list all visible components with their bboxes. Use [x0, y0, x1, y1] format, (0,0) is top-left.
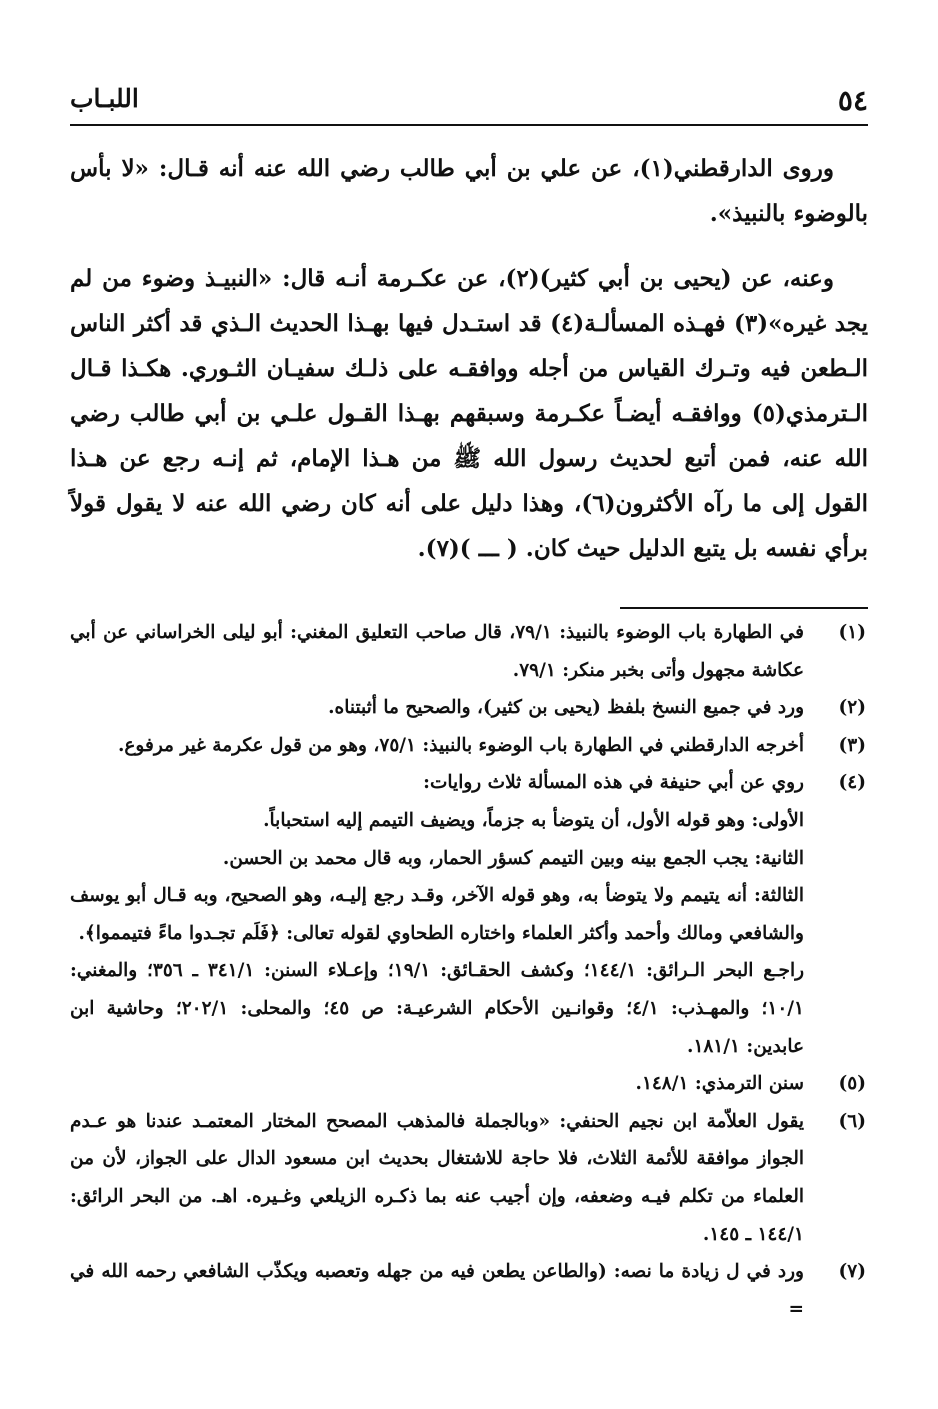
footnote: [70, 689, 866, 727]
footnote-text: روي عن أبي حنيفة في هذه المسألة ثلاث روايات:: [423, 772, 804, 794]
footnote-number: (٦): [838, 1110, 866, 1132]
footnote: [70, 727, 866, 765]
footnote: [70, 1103, 866, 1253]
footnote-text: ورد في جميع النسخ بلفظ (يحيى بن كثير)، والصحيح ما أثبتناه.: [328, 697, 804, 719]
running-title: اللبـاب: [70, 84, 139, 113]
footnote: [70, 614, 866, 689]
footnote-text: يقول العلاّمة ابن نجيم الحنفي: «وبالجملة فالمذهب المصحح المختار المعتمـد عندنا هو عـدم الجواز موافقة للأئمة الثلاث، فلا حاجة للاشتغال بحديث ابن مسعود الدال على الجواز، لأن من العلماء من تكلم فيـه وضعفه، وإن أجيب عنه بما ذكـره الزيلعي وغـيره. اهـ. من البحر الرائق: ١٤٤/١ ـ ١٤٥.: [70, 1110, 804, 1245]
footnote-text: الثالثة: أنه يتيمم ولا يتوضأ به، وهو قوله الآخر، وقـد رجع إليـه، وهو الصحيح، وبه قـال أبو يوسف والشافعي ومالك وأحمد وأكثر العلماء واختاره الطحاوي لقوله تعالى: ﴿فَلَم تجـدوا ماءً فتيمموا﴾.: [70, 885, 804, 944]
page-number: ٥٤: [837, 84, 868, 117]
footnote-text: راجـع البحر الـرائق: ١٤٤/١؛ وكشف الحقـائق: ١٩/١؛ وإعـلاء السنن: ٣٤١/١ ـ ٣٥٦؛ والمغني: ١٠/١؛ والمهـذب: ٤/١؛ وقوانـين الأحكام الشرعيـة: ص ٤٥؛ والمحلى: ٢٠٢/١؛ وحاشية ابن عابدين: ١٨١/١.: [70, 960, 805, 1057]
footnote-text: الأولى: وهو قوله الأول، أن يتوضأ به جزماً، ويضيف التيمم إليه استحباباً.: [263, 809, 804, 831]
paragraph: وروى الدارقطني(١)، عن علي بن أبي طالب رضي الله عنه أنه قـال: «لا بأس بالوضوء بالنبيذ».: [70, 155, 868, 227]
page-header: [70, 84, 868, 124]
header-rule: [70, 124, 868, 126]
main-text: [70, 146, 868, 591]
footnote: [70, 1253, 866, 1328]
footnote: [70, 1065, 866, 1103]
footnote-text: سنن الترمذي: ١٤٨/١.: [635, 1073, 804, 1095]
footnote-text: في الطهارة باب الوضوء بالنبيذ: ٧٩/١، قال صاحب التعليق المغني: أبو ليلى الخراساني عن أبي عكاشة مجهول وأتى بخبر منكر: ٧٩/١.: [70, 622, 804, 681]
footnote-number: (٤): [838, 772, 866, 794]
footnotes: [70, 614, 866, 1328]
paragraph: وعنه، عن (يحيى بن أبي كثير)(٢)، عن عكـرمة أنـه قال: «النبيـذ وضوء من لم يجد غيره»(٣) فهـذه المسألـة(٤) قد استـدل فيها بهـذا الحديث الـذي قد أكثر الناس الـطعن فيه وتـرك القياس من أجله ووافقـه على ذلـك سفيـان الثـوري. هكـذا قـال الـترمذي(٥) ووافقـه أيضـاً عكـرمة وسبقهم بهـذا القـول علـي بن أبي طالب رضي الله عنه، فمن أتبع لحديث رسول الله ﷺ من هـذا الإمام، ثم إنـه رجع عن هـذا القول إلى ما رآه الأكثرون(٦)، وهذا دليل على أنه كان رضي الله عنه لا يقول قولاً برأي نفسه بل يتبع الدليل حيث كان. ( ـــ )(٧).: [70, 265, 868, 562]
footnote-number: (٣): [838, 734, 866, 756]
footnote-number: (٥): [838, 1073, 866, 1095]
footnote-text: أخرجه الدارقطني في الطهارة باب الوضوء بالنبيذ: ٧٥/١، وهو من قول عكرمة غير مرفوع.: [117, 734, 804, 756]
footnote: [70, 764, 866, 1065]
footnote-number: (٢): [838, 697, 866, 719]
footnote-number: (١): [838, 622, 866, 643]
footnote-number: (٧): [838, 1261, 866, 1283]
footnote-text: ورد في ل زيادة ما نصه: (والطاعن يطعن فيه من جهله وتعصبه ويكذّب الشافعي رحمه الله في =: [70, 1261, 804, 1320]
footnote-text: الثانية: يجب الجمع بينه وبين التيمم كسؤر الحمار، وبه قال محمد بن الحسن.: [222, 847, 804, 869]
footnote-separator: [620, 607, 868, 609]
